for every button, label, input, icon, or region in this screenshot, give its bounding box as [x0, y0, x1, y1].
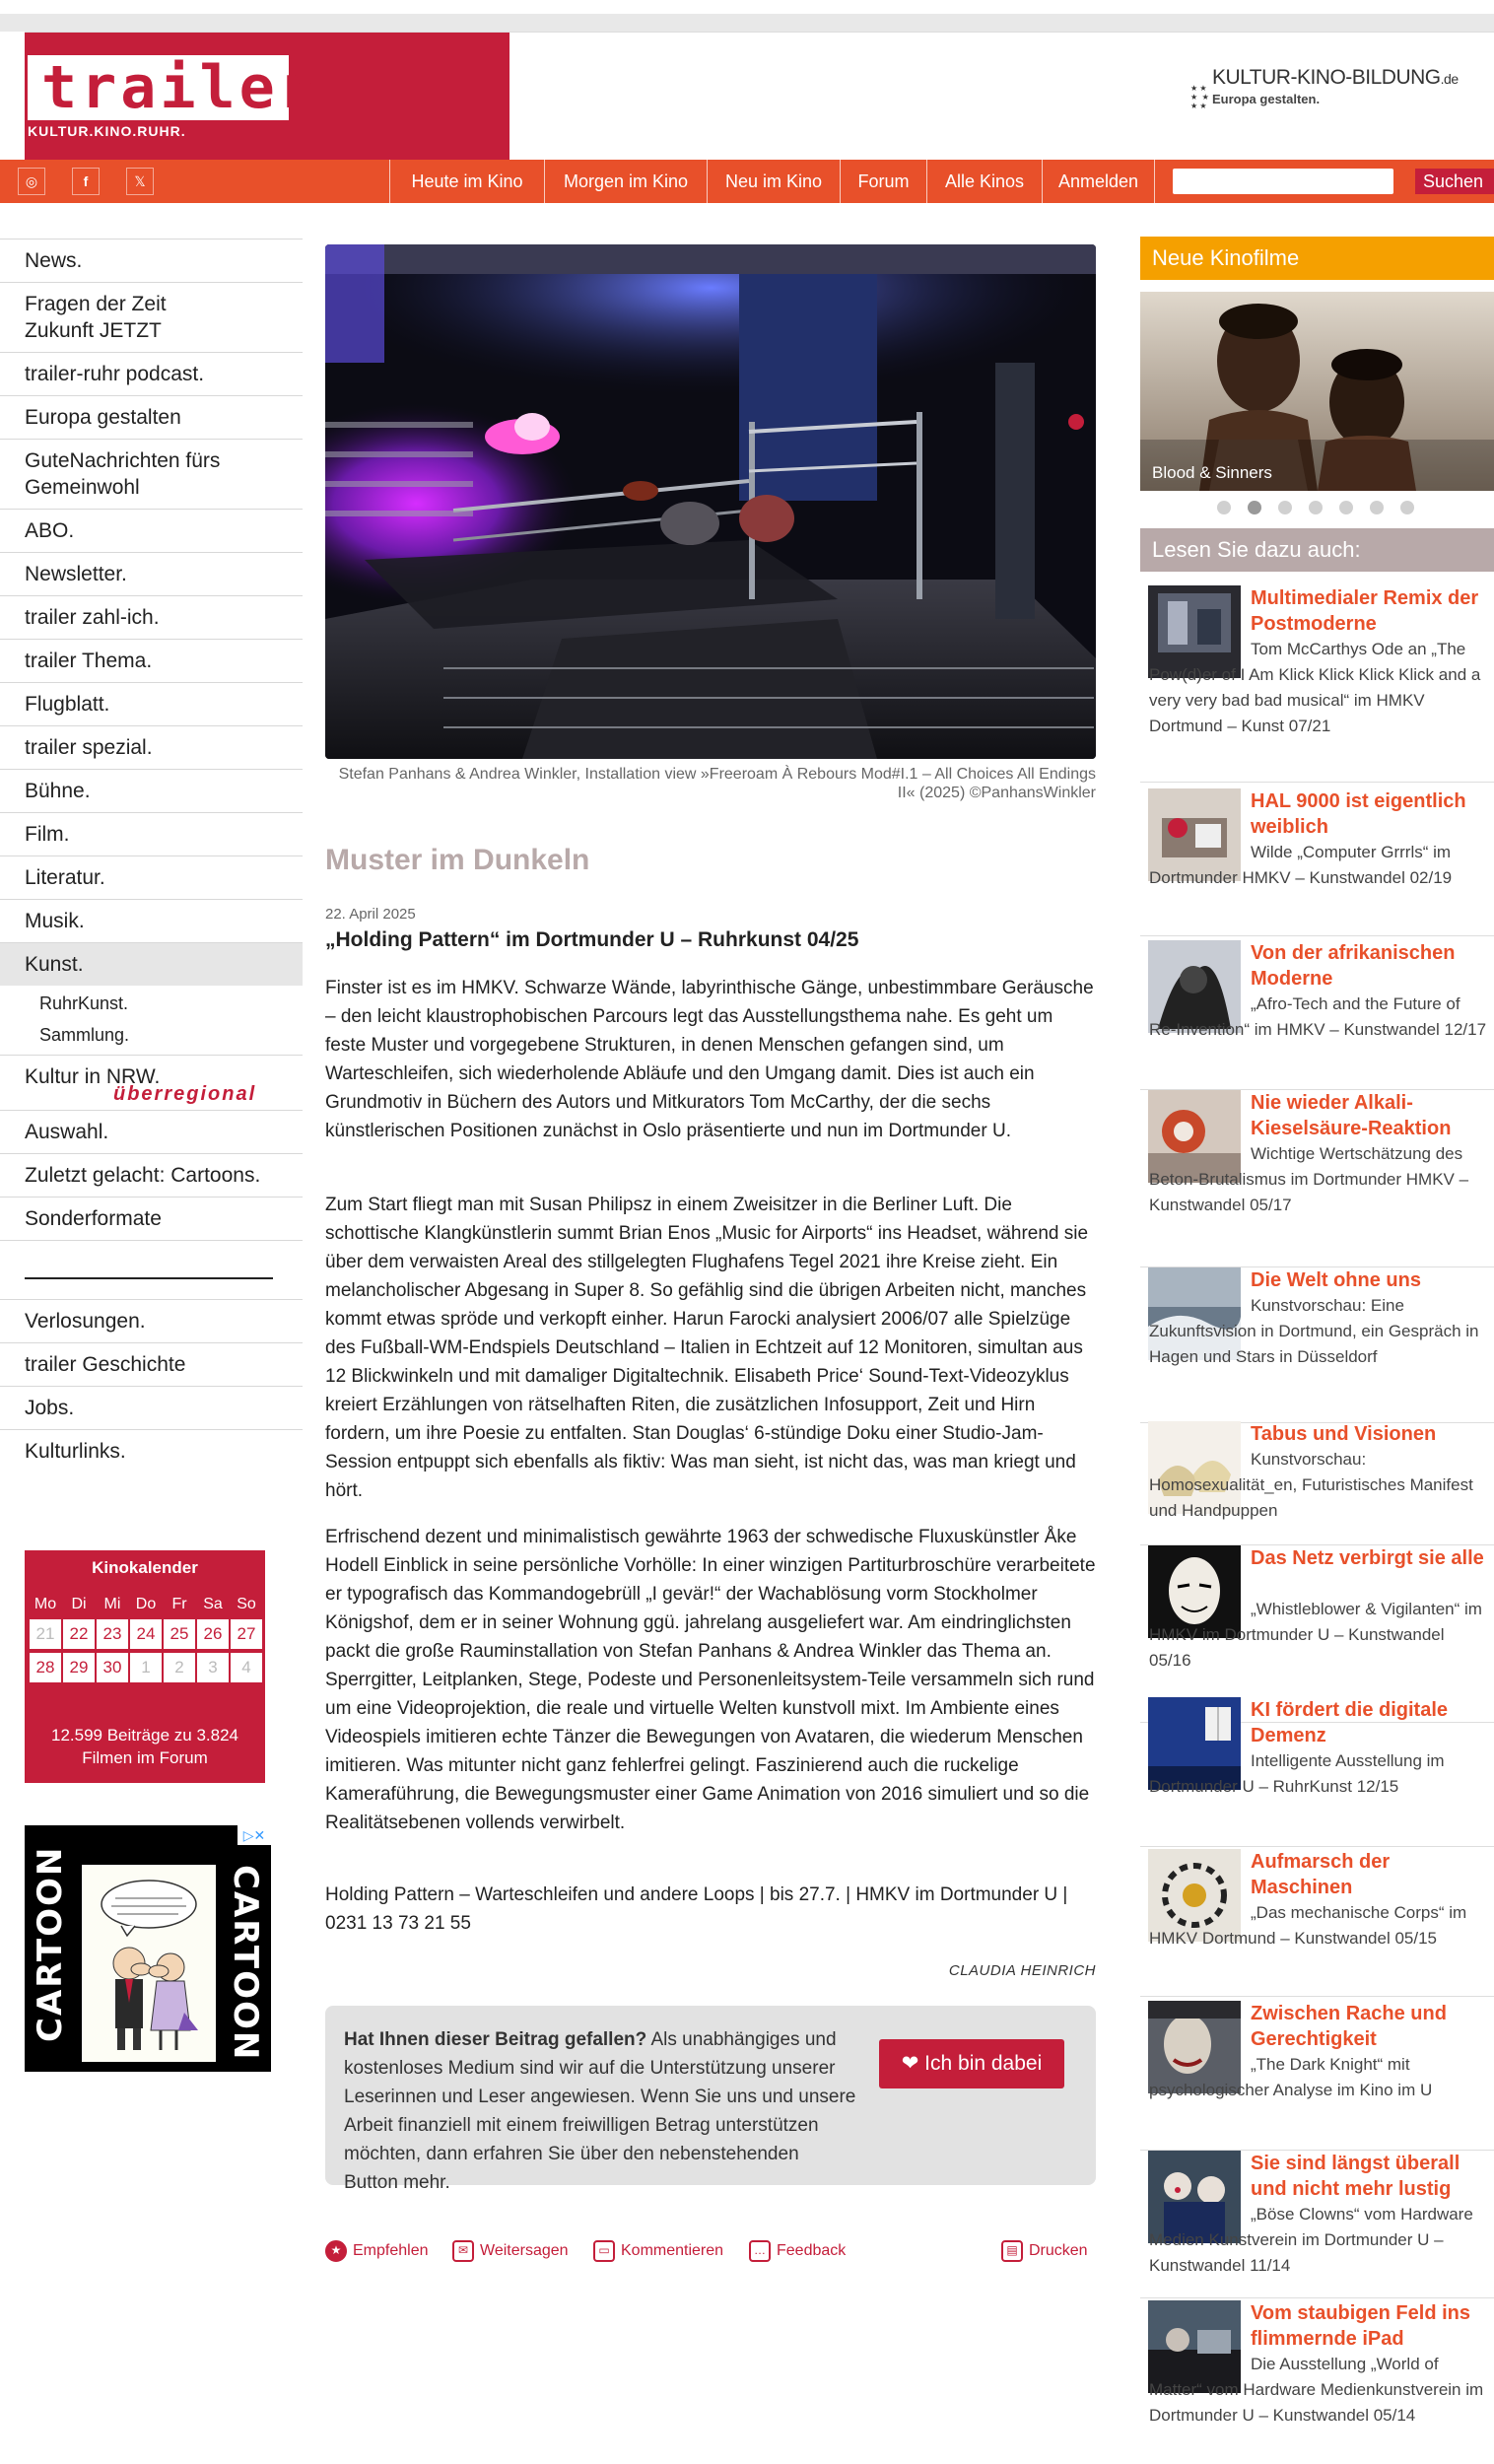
sidebar-item-geschichte[interactable]: trailer Geschichte	[0, 1342, 303, 1386]
cartoon-ad[interactable]	[25, 1825, 271, 2072]
sidebar-item-europa[interactable]: Europa gestalten	[0, 395, 303, 439]
related-summary: Kunstvorschau: Eine Zukunftsvision in Dortmund, ein Gespräch in Hagen und Stars in Düsseldorf	[1149, 1296, 1479, 1366]
neue-kinofilme-header[interactable]: Neue Kinofilme	[1140, 237, 1494, 280]
x-icon[interactable]: 𝕏	[126, 168, 154, 195]
partner-subtitle: Europa gestalten.	[1212, 92, 1321, 106]
image-caption: Stefan Panhans & Andrea Winkler, Installation view »Freeroam À Rebours Mod#I.1 – All Choices All Endings II« (2025) ©PanhansWinkler	[338, 766, 1096, 801]
support-button[interactable]: ❤ Ich bin dabei	[879, 2039, 1064, 2088]
logo-tagline: KULTUR.KINO.RUHR.	[28, 123, 186, 139]
sidebar-item-thema[interactable]: trailer Thema.	[0, 639, 303, 682]
sidebar-item-fragen-der-zeit[interactable]: Fragen der Zeit Zukunft JETZT	[0, 282, 303, 352]
sidebar-item-flugblatt[interactable]: Flugblatt.	[0, 682, 303, 725]
nav-forum[interactable]: Forum	[840, 160, 926, 203]
speech-bubble-icon: ▭	[593, 2240, 615, 2262]
article-paragraph: Finster ist es im HMKV. Schwarze Wände, labyrinthische Gänge, unbestimmbare Geräusche – den leicht klaustrophobischen Parcours legt das Ausstellungsthema nahe. Es geht um feste Muster und vorgegebene Strukturen, in denen Menschen gefangen sind, um Warteschleifen, sich wiederholende Abläufe und den Umgang damit. Dies ist auch ein Grundmotiv in Büchern des Autors und Mitkurators Tom McCarthy, der die sechs künstlerischen Positionen zunächst in Oslo präsentierte und nun im Dortmunder U.	[325, 978, 1094, 1141]
nav-morgen-im-kino[interactable]: Morgen im Kino	[544, 160, 707, 203]
related-title[interactable]: Das Netz verbirgt sie alle	[1251, 1547, 1484, 1569]
article-info: Holding Pattern – Warteschleifen und andere Loops | bis 27.7. | HMKV im Dortmunder U | 0231 13 73 21 55	[325, 1884, 1068, 1934]
related-summary: Intelligente Ausstellung im Dortmunder U – RuhrKunst 12/15	[1149, 1751, 1445, 1796]
article-author: CLAUDIA HEINRICH	[948, 1962, 1096, 1979]
sidebar-item-buehne[interactable]: Bühne.	[0, 769, 303, 812]
sidebar-item-cartoons[interactable]: Zuletzt gelacht: Cartoons.	[0, 1153, 303, 1197]
print-button[interactable]: ▤ Drucken	[1001, 2239, 1088, 2263]
related-article[interactable]	[1140, 1090, 1494, 1267]
related-title[interactable]: KI fördert die digitale Demenz	[1251, 1699, 1449, 1746]
support-text: Hat Ihnen dieser Beitrag gefallen? Als unabhängiges und kostenloses Medium sind wir auf die Unterstützung unserer Leserinnen und Leser angewiesen. Wenn Sie uns und unsere Arbeit finanziell mit einem freiwilligen Betrag unterstützen möchten, dann erfahren Sie über den nebenstehenden Button mehr.	[344, 2029, 856, 2193]
kinokalender	[25, 1550, 265, 1783]
calendar-day[interactable]: 30	[97, 1653, 128, 1682]
sidebar-item-verlosungen[interactable]: Verlosungen.	[0, 1299, 303, 1342]
related-title[interactable]: Sie sind längst überall und nicht mehr lustig	[1251, 2153, 1460, 2200]
sidebar-item-abo[interactable]: ABO.	[0, 509, 303, 552]
top-strip	[0, 14, 1494, 32]
related-title[interactable]: Die Welt ohne uns	[1251, 1269, 1421, 1291]
weekday-label: Di	[71, 1596, 87, 1612]
article-subheadline: „Holding Pattern“ im Dortmunder U – Ruhrkunst 04/25	[325, 928, 859, 951]
related-title[interactable]: Von der afrikanischen Moderne	[1251, 942, 1456, 990]
article-paragraph: Erfrischend dezent und minimalistisch gewährte 1963 der schwedische Fluxuskünstler Åke Hodell Einblick in seine persönliche Vorhölle: In einer winzigen Partiturbroschüre verarbeitete er typografisch das Kommandogebrüll „I gevär!“ der Wachablösung vorm Stockholmer Königshof, dem er in seiner Wohnung ggü. jahrelang ausgeliefert war. Am eindringlichsten packt die große Rauminstallation von Stefan Panhans & Andrea Winkler das Thema an. Sperrgitter, Leitplanken, Stege, Podeste und Personenleitsystem-Teile versammeln sich rund um eine Videoprojektion, die reale und virtuelle Welten kunstvoll mixt. Im Ambiente eines Videospiels imitieren echte Tänzer die Bewegungen von Avataren, die wiederum Menschen imitieren. Was mitunter nicht ganz fehlerfrei gelingt. Faszinierend auch die ruckelige Kameraführung, die Bewegungsmuster einer Game Animation von 2016 simuliert und so die Realitätsebenen vollends verwirbelt.	[325, 1527, 1096, 1833]
weekday-label: Do	[135, 1596, 157, 1612]
site-header	[25, 32, 1494, 160]
sidebar-item-label: Kultur in NRW.	[25, 1065, 161, 1088]
article-image[interactable]	[325, 244, 1096, 759]
sidebar-item-film[interactable]: Film.	[0, 812, 303, 856]
partner-logo[interactable]	[1190, 66, 1486, 135]
calendar-day: 21	[30, 1619, 61, 1649]
sidebar-subitem-sammlung[interactable]: Sammlung.	[39, 1025, 130, 1045]
recommend-button[interactable]: ★ Empfehlen	[325, 2239, 429, 2263]
nav-heute-im-kino[interactable]: Heute im Kino	[389, 160, 544, 203]
related-summary: „Whistleblower & Vigilanten“ im HMKV im Dortmunder U – Kunstwandel 05/16	[1149, 1600, 1482, 1670]
star-icon: ★	[325, 2240, 347, 2262]
sidebar-item-news[interactable]: News.	[0, 239, 303, 282]
calendar-day: 3	[197, 1653, 229, 1682]
carousel-dot[interactable]	[1309, 501, 1323, 514]
related-article[interactable]	[1140, 1697, 1494, 1847]
sidebar-item-spezial[interactable]: trailer spezial.	[0, 725, 303, 769]
calendar-day[interactable]: 22	[63, 1619, 95, 1649]
cartoon-image	[82, 1865, 216, 2062]
logo-plate	[28, 53, 318, 122]
related-header: Lesen Sie dazu auch:	[1140, 528, 1494, 572]
sidebar-nav	[0, 239, 303, 1472]
related-summary: „The Dark Knight“ mit psychologischer Analyse im Kino im U	[1149, 2055, 1433, 2099]
calendar-day[interactable]: 28	[30, 1653, 61, 1682]
related-title[interactable]: Nie wieder Alkali-Kieselsäure-Reaktion	[1251, 1092, 1452, 1139]
sidebar-item-musik[interactable]: Musik.	[0, 899, 303, 942]
comment-button[interactable]: ▭ Kommentieren	[593, 2239, 723, 2263]
calendar-day[interactable]: 26	[197, 1619, 229, 1649]
related-article[interactable]	[1140, 2300, 1494, 2462]
carousel-dot[interactable]	[1339, 501, 1353, 514]
carousel-dot[interactable]	[1217, 501, 1231, 514]
search-input[interactable]	[1173, 169, 1393, 194]
weekday-label: So	[237, 1596, 256, 1612]
ad-close-icon[interactable]: ▷✕	[238, 1825, 271, 1845]
facebook-icon[interactable]: f	[72, 168, 100, 195]
related-title[interactable]: HAL 9000 ist eigentlich weiblich	[1251, 790, 1466, 838]
sidebar-item-kulturlinks[interactable]: Kulturlinks.	[0, 1429, 303, 1472]
carousel-dot[interactable]	[1278, 501, 1292, 514]
related-article[interactable]	[1140, 2001, 1494, 2151]
related-article[interactable]	[1140, 585, 1494, 783]
film-teaser-image[interactable]	[1140, 292, 1494, 491]
feedback-button[interactable]: … Feedback	[749, 2239, 846, 2263]
article-paragraph: Zum Start fliegt man mit Susan Philipsz in einem Zweisitzer in die Berliner Luft. Die schottische Klangkünstlerin summt Brian Enos „Music for Airports“ ins Headset, während sie über dem verwaisten Areal des stillgelegten Flughafens Tegel 2021 ihre Kreise zieht. Ein melancholischer Abgesang in Super 8. So gefählig sind die übrigen Arbeiten nicht, manches kommt etwas spröde und verkopft einher. Harun Farocki analysiert 2006/07 alle Spielzüge des Fußball-WM-Endspiels Deutschland – Italien in Echtzeit auf 12 Monitoren, simultan aus 12 Blickwinkeln und mit damaliger Digitaltechnik. Elisabeth Price‘ Sound-Text-Videozyklus kreiert Erzählungen von rätselhaften Riten, die zusätzlichen Infosupport, Zeit und Hirn fordern, um ihre Poesie zu entfalten. Stan Douglas‘ 6-stündige Doku einer Studio-Jam-Session entpuppt sich ebenfalls als fiktiv: Was man sieht, ist nicht das, was man kriegt und hört.	[325, 1195, 1089, 1501]
related-title[interactable]: Multimedialer Remix der Postmoderne	[1251, 587, 1479, 635]
calendar-day: 2	[164, 1653, 195, 1682]
sidebar-subitem-ruhrkunst[interactable]: RuhrKunst.	[39, 993, 129, 1013]
carousel-dot[interactable]	[1400, 501, 1414, 514]
search-button[interactable]: Suchen	[1415, 169, 1494, 194]
site-logo[interactable]	[25, 33, 509, 161]
related-title[interactable]: Zwischen Rache und Gerechtigkeit	[1251, 2003, 1447, 2050]
sidebar-item-auswahl[interactable]: Auswahl.	[0, 1110, 303, 1153]
related-article[interactable]	[1140, 1545, 1494, 1723]
related-summary: Die Ausstellung „World of Matter“ vom Hardware Medienkunstverein im Dortmunder U – Kunstwandel 05/14	[1149, 2355, 1484, 2425]
sidebar-item-kultur-nrw[interactable]	[0, 1055, 303, 1110]
related-article[interactable]	[1140, 940, 1494, 1090]
related-summary: Wilde „Computer Grrrls“ im Dortmunder HMKV – Kunstwandel 02/19	[1149, 843, 1453, 887]
sidebar-item-gutenachrichten[interactable]: GuteNachrichten fürs Gemeinwohl	[0, 439, 303, 509]
related-title[interactable]: Tabus und Visionen	[1251, 1423, 1437, 1445]
eu-stars-icon: ★ ★ ★ ★ ★ ★	[1190, 84, 1209, 110]
ad-text-right: CARTOON	[226, 1865, 265, 2062]
sidebar-item-literatur[interactable]: Literatur.	[0, 856, 303, 899]
carousel-dot[interactable]	[1370, 501, 1384, 514]
sidebar-item-kunst[interactable]: Kunst.	[0, 942, 303, 986]
sidebar-item-podcast[interactable]: trailer-ruhr podcast.	[0, 352, 303, 395]
sidebar-item-zahl-ich[interactable]: trailer zahl-ich.	[0, 595, 303, 639]
article-actions	[325, 2239, 1096, 2265]
forum-stats[interactable]: 12.599 Beiträge zu 3.824 Filmen im Forum	[51, 1726, 238, 1767]
related-summary: Tom McCarthys Ode an „The Pow(d)er of I Am Klick Klick Klick Klick and a very very bad bad musical“ im HMKV Dortmund – Kunst 07/21	[1149, 640, 1481, 735]
related-summary: Kunstvorschau: Homosexualität_en, Futuristisches Manifest und Handpuppen	[1149, 1450, 1473, 1520]
sidebar-item-jobs[interactable]: Jobs.	[0, 1386, 303, 1429]
feedback-icon: …	[749, 2240, 771, 2262]
sidebar-item-sonderformate[interactable]: Sonderformate	[0, 1197, 303, 1240]
calendar-day[interactable]: 25	[164, 1619, 195, 1649]
sidebar-item-newsletter[interactable]: Newsletter.	[0, 552, 303, 595]
related-summary: „Böse Clowns“ vom Hardware Medien Kunstverein im Dortmunder U – Kunstwandel 11/14	[1149, 2205, 1473, 2275]
article-headline: Muster im Dunkeln	[325, 844, 590, 876]
related-article[interactable]	[1140, 788, 1494, 936]
share-button[interactable]: ✉ Weitersagen	[452, 2239, 569, 2263]
main-navigation	[0, 160, 1494, 203]
partner-title: KULTUR-KINO-BILDUNG.de	[1212, 66, 1459, 89]
related-summary: „Afro-Tech and the Future of Re-Invention“ im HMKV – Kunstwandel 12/17	[1149, 994, 1487, 1039]
calendar-day: 1	[130, 1653, 162, 1682]
calendar-day[interactable]: 27	[231, 1619, 262, 1649]
related-article[interactable]	[1140, 1267, 1494, 1423]
logo-wordmark: trailer	[41, 53, 318, 122]
related-article[interactable]	[1140, 1421, 1494, 1545]
carousel-dot[interactable]	[1248, 501, 1261, 514]
ad-text-left: CARTOON	[31, 1845, 70, 2042]
weekday-label: Mi	[103, 1596, 121, 1612]
calendar-day: 4	[231, 1653, 262, 1682]
calendar-day[interactable]: 24	[130, 1619, 162, 1649]
weekday-label: Sa	[203, 1596, 223, 1612]
support-box	[325, 2006, 1096, 2193]
related-title[interactable]: Aufmarsch der Maschinen	[1251, 1851, 1391, 1898]
nav-alle-kinos[interactable]: Alle Kinos	[926, 160, 1042, 203]
nav-neu-im-kino[interactable]: Neu im Kino	[707, 160, 840, 203]
sidebar-divider	[0, 1240, 303, 1299]
related-summary: „Das mechanische Corps“ im HMKV Dortmund – Kunstwandel 05/15	[1149, 1903, 1467, 1948]
related-article[interactable]	[1140, 1849, 1494, 1997]
instagram-icon[interactable]: ◎	[18, 168, 45, 195]
related-article[interactable]	[1140, 2151, 1494, 2298]
related-title[interactable]: Vom staubigen Feld ins flimmernde iPad	[1251, 2302, 1470, 2350]
calendar-day[interactable]: 23	[97, 1619, 128, 1649]
mail-icon: ✉	[452, 2240, 474, 2262]
kinokalender-title[interactable]: Kinokalender	[92, 1558, 198, 1577]
printer-icon: ▤	[1001, 2240, 1023, 2262]
article-date: 22. April 2025	[325, 906, 416, 923]
ueberregional-tag: überregional	[113, 1083, 257, 1105]
nav-anmelden[interactable]: Anmelden	[1042, 160, 1155, 203]
calendar-day[interactable]: 29	[63, 1653, 95, 1682]
film-title[interactable]: Blood & Sinners	[1152, 463, 1272, 482]
related-summary: Wichtige Wertschätzung des Beton-Brutalismus im Dortmunder HMKV – Kunstwandel 05/17	[1149, 1144, 1469, 1214]
weekday-label: Mo	[34, 1596, 57, 1612]
weekday-label: Fr	[171, 1596, 187, 1612]
